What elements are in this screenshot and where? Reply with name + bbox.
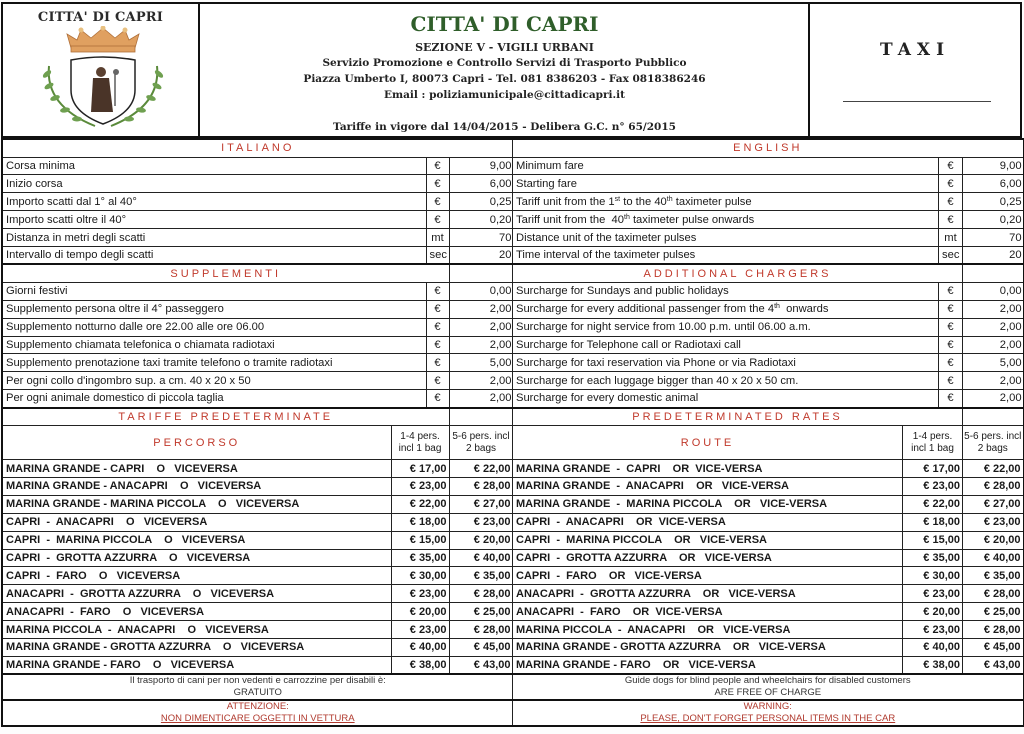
route-row [513, 638, 1024, 656]
supplement-row [513, 282, 1024, 300]
supplement-label: Surcharge for Telephone call or Radiotaxi call [513, 336, 939, 354]
italian-note-row [2, 674, 513, 700]
supplement-unit: € [426, 318, 449, 336]
price-1-4: € 38,00 [903, 656, 963, 674]
supplement-row [513, 372, 1024, 390]
supplement-label: Giorni festivi [2, 282, 426, 300]
supplement-value: 0,00 [449, 282, 513, 300]
route-name: CAPRI - FARO O VICEVERSA [2, 567, 391, 585]
price-1-4-header: 1-4 pers. incl 1 bag [903, 426, 963, 460]
supplement-row [2, 372, 513, 390]
english-free-transport-note [513, 674, 1024, 700]
italian-supplements-heading-row [2, 264, 513, 282]
italian-warning-row [2, 700, 513, 726]
supplement-value: 2,00 [449, 390, 513, 408]
route-row [2, 567, 513, 585]
route-row [2, 585, 513, 603]
price-1-4: € 18,00 [391, 513, 449, 531]
route-name: MARINA GRANDE - GROTTA AZZURRA OR VICE-VERSA [513, 638, 903, 656]
ordinal-suffix: st [614, 195, 621, 203]
route-name: MARINA GRANDE - FARO O VICEVERSA [2, 656, 391, 674]
supplement-unit: € [426, 300, 449, 318]
supplement-row [513, 354, 1024, 372]
route-name: MARINA PICCOLA - ANACAPRI OR VICE-VERSA [513, 621, 903, 639]
supplement-value: 2,00 [963, 318, 1024, 336]
tariff-validity-label: Tariffe in vigore dal 14/04/2015 - Delibera G.C. n° 65/2015 [333, 121, 676, 133]
supplement-row [513, 336, 1024, 354]
route-name: CAPRI - ANACAPRI OR VICE-VERSA [513, 513, 903, 531]
ordinal-suffix: th [774, 303, 780, 311]
supplement-row [2, 354, 513, 372]
route-name: MARINA GRANDE - MARINA PICCOLA O VICEVERSA [2, 495, 391, 513]
route-row [2, 656, 513, 674]
price-1-4: € 35,00 [903, 549, 963, 567]
note-line: ARE FREE OF CHARGE [714, 687, 822, 699]
tariff-value: 20 [963, 246, 1024, 264]
warning-title: ATTENZIONE: [226, 701, 289, 713]
tariff-label: Intervallo di tempo degli scatti [2, 246, 426, 264]
supplement-value: 5,00 [449, 354, 513, 372]
tariff-label: Minimum fare [513, 157, 939, 175]
price-5-6: € 45,00 [963, 638, 1024, 656]
supplement-unit: € [939, 300, 963, 318]
english-fixed-heading-row [513, 408, 1024, 426]
english-note-row [513, 674, 1024, 700]
tariff-unit: mt [939, 229, 963, 247]
note-line: Il trasporto di cani per non vedenti e carrozzine per disabili è: [129, 675, 386, 687]
price-1-4: € 23,00 [391, 477, 449, 495]
address-label: Piazza Umberto I, 80073 Capri - Tel. 081 8386203 - Fax 0818386246 [303, 73, 706, 85]
route-row [2, 603, 513, 621]
ordinal-suffix: th [624, 213, 630, 221]
logo-title: CITTA' DI CAPRI [37, 10, 164, 25]
route-row [513, 603, 1024, 621]
tariff-row [2, 246, 513, 264]
route-row [513, 567, 1024, 585]
tariff-row [2, 157, 513, 175]
supplement-label: Surcharge for taxi reservation via Phone or via Radiotaxi [513, 354, 939, 372]
service-label: Servizio Promozione e Controllo Servizi di Trasporto Pubblico [322, 57, 687, 69]
supplement-row [2, 318, 513, 336]
tariff-row [2, 229, 513, 247]
tariff-label: Importo scatti dal 1° al 40° [2, 193, 426, 211]
price-5-6: € 45,00 [449, 638, 513, 656]
warning-text: NON DIMENTICARE OGGETTI IN VETTURA [160, 713, 355, 725]
supplement-value: 2,00 [449, 318, 513, 336]
supplement-label [513, 300, 939, 318]
price-1-4: € 30,00 [391, 567, 449, 585]
price-5-6: € 40,00 [449, 549, 513, 567]
route-row [513, 495, 1024, 513]
price-5-6: € 28,00 [963, 585, 1024, 603]
price-5-6: € 28,00 [449, 621, 513, 639]
route-row [2, 549, 513, 567]
route-name: MARINA GRANDE - CAPRI OR VICE-VERSA [513, 460, 903, 478]
price-5-6: € 22,00 [963, 460, 1024, 478]
price-1-4: € 23,00 [903, 621, 963, 639]
tariff-value: 0,20 [449, 211, 513, 229]
italian-fixed-rates-heading: TARIFFE PREDETERMINATE [2, 408, 449, 426]
route-row [513, 656, 1024, 674]
tariff-row [513, 229, 1024, 247]
supplement-unit: € [426, 336, 449, 354]
price-1-4: € 23,00 [903, 477, 963, 495]
supplement-label: Surcharge for every domestic animal [513, 390, 939, 408]
price-5-6: € 23,00 [963, 513, 1024, 531]
price-1-4: € 23,00 [903, 585, 963, 603]
route-column-header: PERCORSO [2, 426, 391, 460]
warning-title: WARNING: [743, 701, 792, 713]
price-5-6: € 25,00 [963, 603, 1024, 621]
english-heading: ENGLISH [513, 139, 1024, 157]
italian-heading: ITALIANO [2, 139, 513, 157]
route-name: MARINA GRANDE - MARINA PICCOLA OR VICE-VERSA [513, 495, 903, 513]
price-5-6: € 43,00 [449, 656, 513, 674]
supplement-value: 2,00 [449, 300, 513, 318]
price-1-4: € 17,00 [391, 460, 449, 478]
tariff-label: Distance unit of the taximeter pulses [513, 229, 939, 247]
tariff-row [2, 175, 513, 193]
ordinal-suffix: th [666, 195, 673, 203]
supplement-unit: € [426, 282, 449, 300]
tariff-value: 0,25 [963, 193, 1024, 211]
tariff-value: 70 [963, 229, 1024, 247]
tariff-value: 6,00 [449, 175, 513, 193]
route-name: ANACAPRI - FARO O VICEVERSA [2, 603, 391, 621]
supplement-unit: € [426, 354, 449, 372]
supplement-label: Surcharge for each luggage bigger than 40 x 20 x 50 cm. [513, 372, 939, 390]
price-1-4: € 15,00 [391, 531, 449, 549]
tariff-unit: € [939, 157, 963, 175]
tariff-label: Starting fare [513, 175, 939, 193]
tariff-row [513, 175, 1024, 193]
tariff-value: 0,25 [449, 193, 513, 211]
italian-fixed-heading-row [2, 408, 513, 426]
blank-cell [449, 408, 513, 426]
route-row [513, 477, 1024, 495]
supplement-label: Surcharge for Sundays and public holidays [513, 282, 939, 300]
price-1-4: € 15,00 [903, 531, 963, 549]
label-part: Tariff unit from the 1 [516, 195, 615, 208]
supplement-unit: € [939, 354, 963, 372]
route-row [513, 513, 1024, 531]
english-fixed-rates-heading: PREDETERMINATED RATES [513, 408, 963, 426]
italian-heading-row [2, 139, 513, 157]
taxi-label: TAXI [879, 40, 951, 60]
italian-route-header-row [2, 426, 513, 460]
tariff-value: 9,00 [449, 157, 513, 175]
supplement-label: Supplemento chiamata telefonica o chiamata radiotaxi [2, 336, 426, 354]
logo-panel [1, 2, 200, 138]
supplement-row [2, 390, 513, 408]
tariff-unit: € [939, 193, 963, 211]
price-5-6: € 28,00 [963, 477, 1024, 495]
blank-cell [963, 408, 1024, 426]
english-supplements-heading: ADDITIONAL CHARGERS [513, 264, 963, 282]
tariff-label [513, 211, 939, 229]
route-name: MARINA PICCOLA - ANACAPRI O VICEVERSA [2, 621, 391, 639]
supplement-label: Per ogni animale domestico di piccola taglia [2, 390, 426, 408]
route-row [513, 585, 1024, 603]
price-5-6-header: 5-6 pers. incl 2 bags [449, 426, 513, 460]
route-row [2, 621, 513, 639]
section-label: SEZIONE V - VIGILI URBANI [415, 41, 594, 54]
route-name: MARINA GRANDE - CAPRI O VICEVERSA [2, 460, 391, 478]
route-row [2, 477, 513, 495]
supplement-unit: € [426, 372, 449, 390]
price-1-4: € 40,00 [391, 638, 449, 656]
supplement-label: Per ogni collo d'ingombro sup. a cm. 40 x 20 x 50 [2, 372, 426, 390]
supplement-value: 2,00 [963, 390, 1024, 408]
supplement-value: 2,00 [449, 336, 513, 354]
supplement-row [2, 300, 513, 318]
blank-cell [963, 264, 1024, 282]
route-column-header: ROUTE [513, 426, 903, 460]
tariff-label: Inizio corsa [2, 175, 426, 193]
tariff-value: 70 [449, 229, 513, 247]
supplement-unit: € [939, 336, 963, 354]
supplement-row [2, 282, 513, 300]
route-row [513, 549, 1024, 567]
route-name: CAPRI - MARINA PICCOLA O VICEVERSA [2, 531, 391, 549]
price-5-6: € 23,00 [449, 513, 513, 531]
english-route-header-row [513, 426, 1024, 460]
tariff-label [513, 193, 939, 211]
price-5-6: € 22,00 [449, 460, 513, 478]
price-1-4: € 30,00 [903, 567, 963, 585]
price-5-6: € 35,00 [449, 567, 513, 585]
tariff-value: 20 [449, 246, 513, 264]
tariff-unit: € [939, 211, 963, 229]
supplement-value: 0,00 [963, 282, 1024, 300]
route-name: CAPRI - MARINA PICCOLA OR VICE-VERSA [513, 531, 903, 549]
supplement-unit: € [426, 390, 449, 408]
supplement-value: 5,00 [963, 354, 1024, 372]
tariff-row [513, 246, 1024, 264]
route-row [2, 495, 513, 513]
tariff-label: Importo scatti oltre il 40° [2, 211, 426, 229]
supplement-label: Supplemento persona oltre il 4° passeggero [2, 300, 426, 318]
price-5-6: € 27,00 [449, 495, 513, 513]
supplement-label: Supplemento prenotazione taxi tramite telefono o tramite radiotaxi [2, 354, 426, 372]
tariff-row [2, 193, 513, 211]
tariff-unit: € [426, 193, 449, 211]
tariff-value: 6,00 [963, 175, 1024, 193]
header-center [200, 2, 809, 138]
supplement-unit: € [939, 318, 963, 336]
supplement-unit: € [939, 390, 963, 408]
italian-warning-note [2, 700, 513, 726]
italian-free-transport-note [2, 674, 513, 700]
price-5-6: € 27,00 [963, 495, 1024, 513]
price-1-4: € 22,00 [391, 495, 449, 513]
route-name: CAPRI - GROTTA AZZURRA O VICEVERSA [2, 549, 391, 567]
supplement-label: Surcharge for night service from 10.00 p.m. until 06.00 a.m. [513, 318, 939, 336]
english-warning-note [513, 700, 1024, 726]
tariff-unit: mt [426, 229, 449, 247]
price-1-4: € 20,00 [391, 603, 449, 621]
price-5-6: € 20,00 [963, 531, 1024, 549]
warning-text: PLEASE, DON'T FORGET PERSONAL ITEMS IN THE CAR [640, 713, 896, 725]
supplement-value: 2,00 [963, 372, 1024, 390]
price-1-4-header: 1-4 pers. incl 1 bag [391, 426, 449, 460]
english-warning-row [513, 700, 1024, 726]
price-5-6: € 40,00 [963, 549, 1024, 567]
route-name: CAPRI - ANACAPRI O VICEVERSA [2, 513, 391, 531]
route-name: MARINA GRANDE - ANACAPRI O VICEVERSA [2, 477, 391, 495]
tariff-unit: sec [426, 246, 449, 264]
italian-tariff-table [1, 138, 514, 727]
supplement-value: 2,00 [449, 372, 513, 390]
price-5-6-header: 5-6 pers. incl 2 bags [963, 426, 1024, 460]
route-name: MARINA GRANDE - ANACAPRI OR VICE-VERSA [513, 477, 903, 495]
route-name: ANACAPRI - GROTTA AZZURRA OR VICE-VERSA [513, 585, 903, 603]
tariff-unit: € [426, 175, 449, 193]
tariff-unit: € [426, 211, 449, 229]
route-row [2, 638, 513, 656]
supplement-unit: € [939, 372, 963, 390]
note-line: Guide dogs for blind people and wheelchairs for disabled customers [624, 675, 911, 687]
label-part: taximeter pulse onwards [629, 213, 755, 226]
english-supplements-heading-row [513, 264, 1024, 282]
taxi-number-line [843, 101, 991, 102]
price-1-4: € 20,00 [903, 603, 963, 621]
route-name: MARINA GRANDE - FARO OR VICE-VERSA [513, 656, 903, 674]
route-row [2, 513, 513, 531]
route-name: ANACAPRI - GROTTA AZZURRA O VICEVERSA [2, 585, 391, 603]
label-part: Surcharge for every additional passenger from the 4 [516, 303, 775, 316]
price-5-6: € 43,00 [963, 656, 1024, 674]
route-row [2, 460, 513, 478]
tariff-value: 0,20 [963, 211, 1024, 229]
supplement-label: Supplemento notturno dalle ore 22.00 alle ore 06.00 [2, 318, 426, 336]
supplement-unit: € [939, 282, 963, 300]
taxi-panel [808, 2, 1022, 138]
label-part: to the 40 [620, 195, 667, 208]
supplement-row [513, 300, 1024, 318]
price-5-6: € 28,00 [449, 477, 513, 495]
label-part: onwards [779, 303, 829, 316]
tariff-value: 9,00 [963, 157, 1024, 175]
tariff-unit: € [939, 175, 963, 193]
italian-supplements-heading: SUPPLEMENTI [2, 264, 449, 282]
supplement-row [513, 390, 1024, 408]
price-5-6: € 20,00 [449, 531, 513, 549]
tariff-label: Corsa minima [2, 157, 426, 175]
price-1-4: € 17,00 [903, 460, 963, 478]
price-1-4: € 38,00 [391, 656, 449, 674]
tariff-row [513, 211, 1024, 229]
blank-cell [449, 264, 513, 282]
supplement-row [513, 318, 1024, 336]
tariff-unit: € [426, 157, 449, 175]
tariff-unit: sec [939, 246, 963, 264]
price-1-4: € 40,00 [903, 638, 963, 656]
tariff-row [2, 211, 513, 229]
english-heading-row [513, 139, 1024, 157]
route-name: CAPRI - GROTTA AZZURRA OR VICE-VERSA [513, 549, 903, 567]
note-line: GRATUITO [233, 687, 282, 699]
route-name: ANACAPRI - FARO OR VICE-VERSA [513, 603, 903, 621]
supplement-value: 2,00 [963, 336, 1024, 354]
email-label: Email : poliziamunicipale@cittadicapri.it [384, 89, 625, 101]
route-row [513, 621, 1024, 639]
supplement-row [2, 336, 513, 354]
english-tariff-table [512, 138, 1024, 727]
route-name: MARINA GRANDE - GROTTA AZZURRA O VICEVERSA [2, 638, 391, 656]
tariff-row [513, 157, 1024, 175]
tariff-label: Distanza in metri degli scatti [2, 229, 426, 247]
price-5-6: € 35,00 [963, 567, 1024, 585]
coat-of-arms-icon [35, 26, 171, 134]
tariff-row [513, 193, 1024, 211]
price-5-6: € 25,00 [449, 603, 513, 621]
price-5-6: € 28,00 [449, 585, 513, 603]
route-row [513, 531, 1024, 549]
supplement-value: 2,00 [963, 300, 1024, 318]
price-1-4: € 22,00 [903, 495, 963, 513]
price-1-4: € 35,00 [391, 549, 449, 567]
route-row [513, 460, 1024, 478]
route-row [2, 531, 513, 549]
price-5-6: € 28,00 [963, 621, 1024, 639]
route-name: CAPRI - FARO OR VICE-VERSA [513, 567, 903, 585]
page-title: CITTA' DI CAPRI [410, 12, 599, 36]
label-part: taximeter pulse [672, 195, 752, 208]
tariff-label: Time interval of the taximeter pulses [513, 246, 939, 264]
label-part: Tariff unit from the 40 [516, 213, 624, 226]
price-1-4: € 18,00 [903, 513, 963, 531]
price-1-4: € 23,00 [391, 621, 449, 639]
price-1-4: € 23,00 [391, 585, 449, 603]
